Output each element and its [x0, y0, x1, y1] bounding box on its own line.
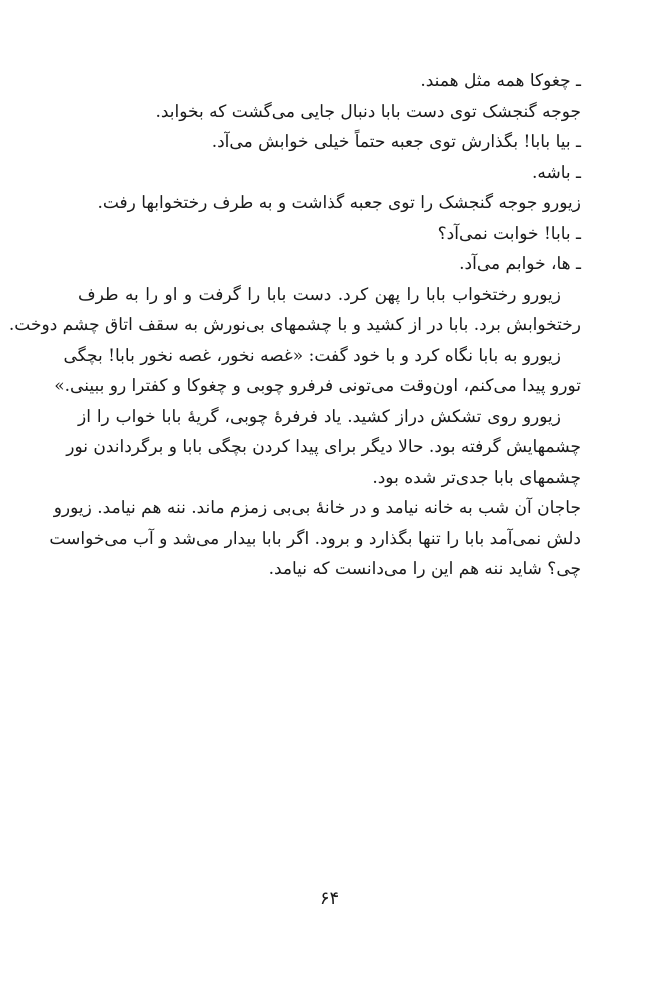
text-line: زیورو روی تشکش دراز کشید. یاد فرفرهٔ چوبی، گریهٔ بابا خواب را از	[78, 406, 561, 427]
text-line: جاجان آن شب به خانه نیامد و در خانهٔ بی‌بی زمزم ماند. ننه هم نیامد. زیورو	[53, 498, 581, 518]
text-line: زیورو جوجه گنجشک را توی جعبه گذاشت و به طرف رختخوابها رفت.	[97, 193, 581, 213]
page-number: ۶۴	[319, 888, 340, 909]
text-line: چی؟ شاید ننه هم این را می‌دانست که نیامد.	[268, 559, 581, 579]
text-line: زیورو به بابا نگاه کرد و با خود گفت: «غصه نخور، غصه نخور بابا! بچگی	[63, 345, 561, 366]
text-line: چشمهای بابا جدی‌تر شده بود.	[372, 467, 581, 488]
text-line: دلش نمی‌آمد بابا را تنها بگذارد و برود. اگر بابا بیدار می‌شد و آب می‌خواست	[49, 528, 581, 549]
text-line: چشمهایش گرفته بود. حالا دیگر برای پیدا کردن بچگی بابا و برگرداندن نور	[66, 437, 581, 457]
body-text	[8, 66, 581, 585]
text-line: ـ ها، خوابم می‌آد.	[459, 254, 581, 274]
text-line: رختخوابش برد. بابا در از کشید و با چشمهای بی‌نورش به سقف اتاق چشم دوخت.	[8, 315, 581, 335]
text-line: ـ باشه.	[531, 162, 581, 183]
text-line: جوجه گنجشک توی دست بابا دنبال جایی می‌گشت که بخوابد.	[155, 101, 581, 122]
text-line: ـ بیا بابا! بگذارش توی جعبه حتماً خیلی خوابش می‌آد.	[211, 132, 581, 152]
text-line: ـ بابا! خوابت نمی‌آد؟	[437, 223, 581, 244]
text-line: زیورو رختخواب بابا را پهن کرد. دست بابا را گرفت و او را به طرف	[78, 284, 561, 305]
text-line: تورو پیدا می‌کنم، اون‌وقت می‌تونی فرفرو چوبی و چغوکا و کفترا رو ببینی.»	[54, 376, 581, 396]
text-line: ـ چغوکا همه مثل همند.	[420, 71, 581, 91]
